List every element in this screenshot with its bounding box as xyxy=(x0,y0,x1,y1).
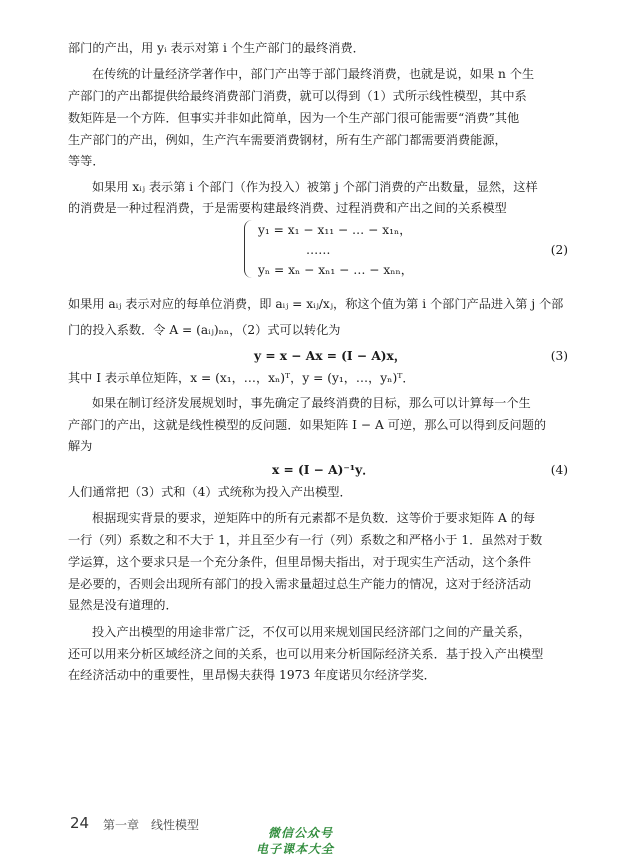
paragraph-line: 的消费是一种过程消费，于是需要构建最终消费、过程消费和产出之间的关系模型 xyxy=(68,201,507,215)
paragraph-line: 一行（列）系数之和不大于 1，并且至少有一行（列）系数之和严格小于 1．虽然对于数 xyxy=(68,533,543,547)
chapter-title: 第一章 线性模型 xyxy=(103,818,200,832)
watermark-line-1: 微信公众号 xyxy=(268,826,334,840)
equation-4: x = (I − A)⁻¹y． xyxy=(272,463,375,477)
page-number: 24 xyxy=(70,814,90,832)
equation-system-row-1: y₁ = x₁ − x₁₁ − … − x₁ₙ， xyxy=(258,223,412,237)
equation-number-3: (3) xyxy=(550,349,568,363)
paragraph-line: 产部门的产出都提供给最终消费部门消费，就可以得到（1）式所示线性模型，其中系 xyxy=(68,89,527,103)
paragraph-line: 如果在制订经济发展规划时，事先确定了最终消费的目标，那么可以计算每一个生 xyxy=(92,396,531,410)
watermark-line-2: 电子课本大全 xyxy=(256,842,335,856)
equation-system-ellipsis: …… xyxy=(306,243,331,257)
paragraph-line: 还可以用来分析区域经济之间的关系，也可以用来分析国际经济关系．基于投入产出模型 xyxy=(68,647,544,661)
paragraph-line: 解为 xyxy=(68,439,93,453)
equation-system-brace xyxy=(244,220,253,278)
paragraph-line: 其中 I 表示单位矩阵，x = (x₁，…，xₙ)ᵀ，y = (y₁，…，yₙ)ᵀ． xyxy=(68,371,415,385)
paragraph-line: 数矩阵是一个方阵．但事实并非如此简单，因为一个生产部门很可能需要“消费”其他 xyxy=(68,111,520,125)
paragraph-line: 人们通常把（3）式和（4）式统称为投入产出模型． xyxy=(68,485,352,499)
paragraph-line: 是必要的，否则会出现所有部门的投入需求量超过总生产能力的情况，这对于经济活动 xyxy=(68,577,532,591)
paragraph-line: 门的投入系数．令 A = (aᵢⱼ)ₙₙ，（2）式可以转化为 xyxy=(68,323,341,337)
paragraph-line: 投入产出模型的用途非常广泛，不仅可以用来规划国民经济部门之间的产量关系， xyxy=(92,625,531,639)
equation-system-row-n: yₙ = xₙ − xₙ₁ − … − xₙₙ， xyxy=(258,263,413,277)
paragraph-line: 根据现实背景的要求，逆矩阵中的所有元素都不是负数．这等价于要求矩阵 A 的每 xyxy=(92,511,536,525)
paragraph-line: 在传统的计量经济学著作中，部门产出等于部门最终消费，也就是说，如果 n 个生 xyxy=(92,67,535,81)
paragraph-line: 如果用 aᵢⱼ 表示对应的每单位消费，即 aᵢⱼ = xᵢⱼ/xⱼ，称这个值为第 i 个部门产品进入第 j 个部 xyxy=(68,297,564,311)
paragraph-line: 生产部门的产出，例如，生产汽车需要消费钢材，所有生产部门都需要消费能源， xyxy=(68,133,507,147)
equation-number-4: (4) xyxy=(550,463,568,477)
paragraph-line: 部门的产出，用 yᵢ 表示对第 i 个生产部门的最终消费． xyxy=(68,41,365,55)
paragraph-line: 显然是没有道理的． xyxy=(68,598,178,612)
equation-3: y = x − Ax = (I − A)x， xyxy=(254,349,407,363)
paragraph-line: 等等． xyxy=(68,154,105,168)
paragraph-line: 学运算，这个要求只是一个充分条件，但里昂惕夫指出，对于现实生产活动，这个条件 xyxy=(68,555,532,569)
paragraph-line: 如果用 xᵢⱼ 表示第 i 个部门（作为投入）被第 j 个部门消费的产出数量，显然，这样 xyxy=(92,180,538,194)
paragraph-line: 产部门的产出，这就是线性模型的反问题．如果矩阵 I − A 可逆，那么可以得到反问题的 xyxy=(68,418,547,432)
equation-number-2: (2) xyxy=(550,243,568,257)
paragraph-line: 在经济活动中的重要性，里昂惕夫获得 1973 年度诺贝尔经济学奖． xyxy=(68,668,436,682)
